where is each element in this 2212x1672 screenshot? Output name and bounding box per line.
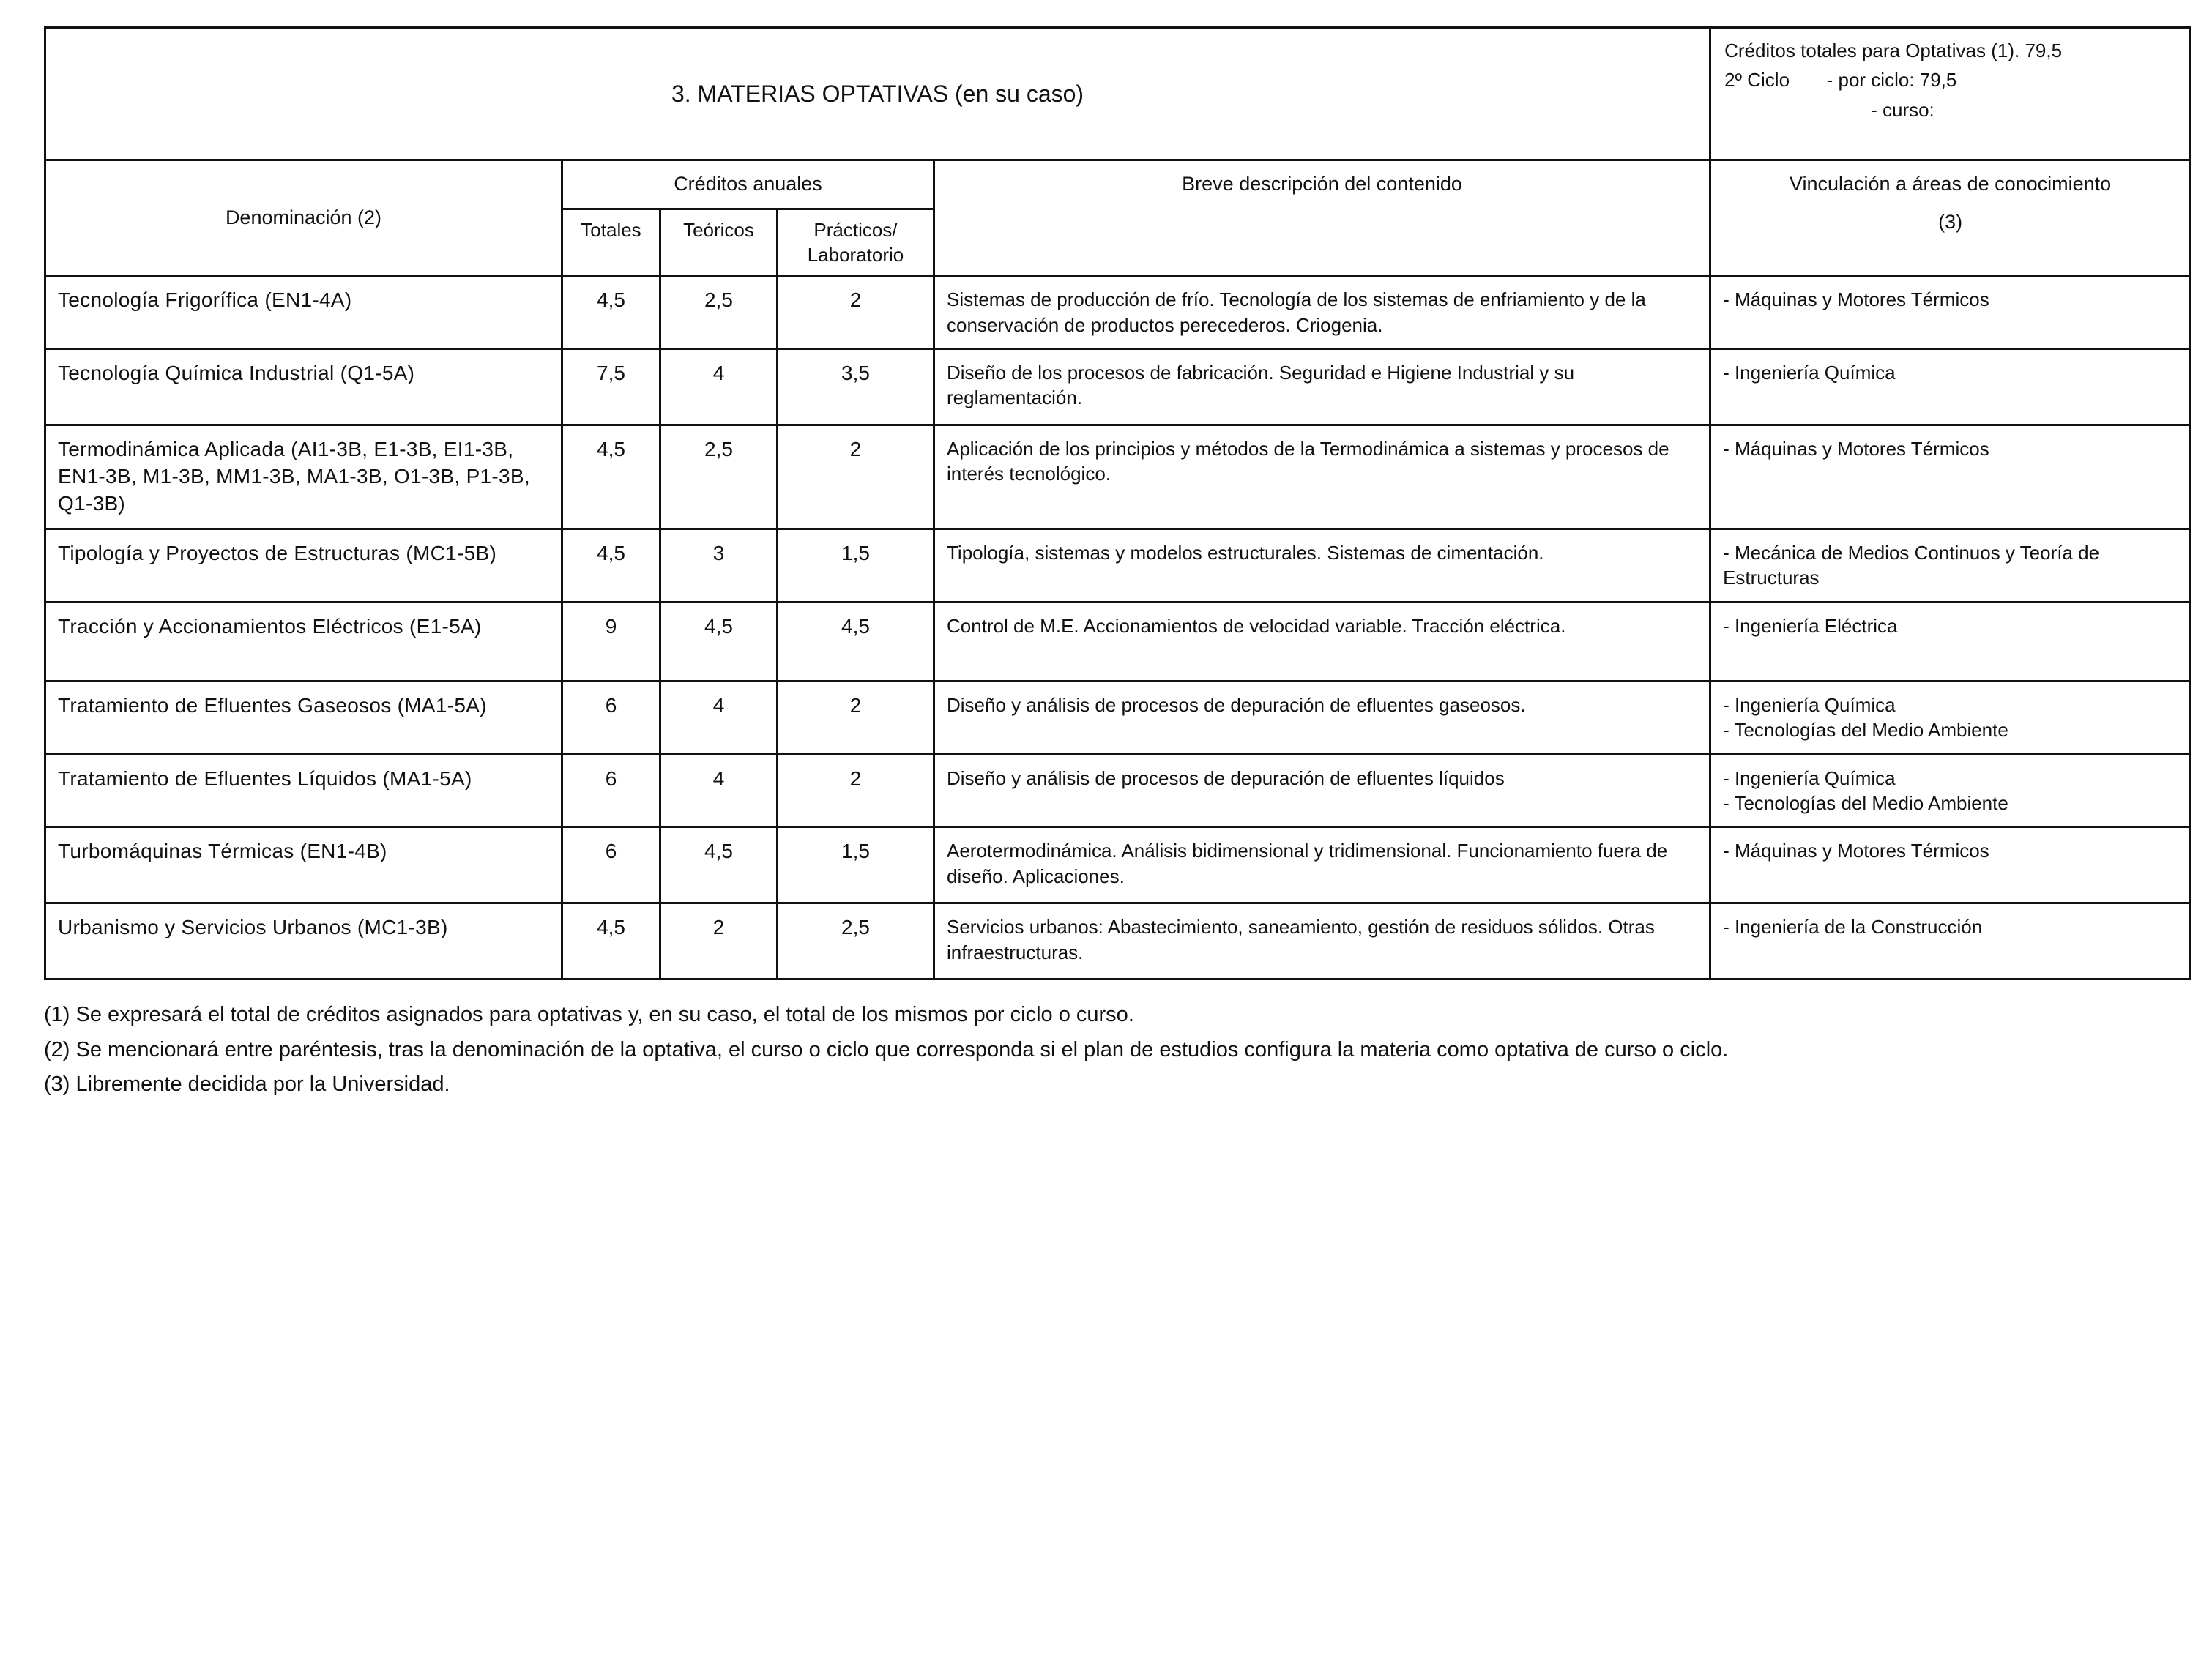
totals-box: [1710, 28, 2191, 160]
header-teoricos: Teóricos: [660, 209, 778, 276]
credits-practice: 2: [778, 425, 934, 529]
credits-theory: 3: [660, 529, 778, 602]
credits-theory: 4: [660, 681, 778, 754]
table-row: [45, 602, 2191, 681]
table-row: [45, 529, 2191, 602]
footnote-1: (1) Se expresará el total de créditos asignados para optativas y, en su caso, el total de los mismos por ciclo o curso.: [44, 1003, 1134, 1027]
subject-description: Aerotermodinámica. Análisis bidimensional y tridimensional. Funcionamiento fuera de diseño. Aplicaciones.: [934, 827, 1710, 903]
subject-name: Tecnología Química Industrial (Q1-5A): [45, 348, 562, 425]
credits-practice: 2,5: [778, 903, 934, 979]
totals-ciclo: 2º Ciclo: [1724, 69, 1790, 92]
credits-theory: 2: [660, 903, 778, 979]
credits-theory: 4,5: [660, 827, 778, 903]
knowledge-area: - Ingeniería de la Construcción: [1710, 903, 2191, 979]
subject-description: Control de M.E. Accionamientos de velocidad variable. Tracción eléctrica.: [934, 602, 1710, 681]
header-descripcion: Breve descripción del contenido: [934, 160, 1710, 276]
credits-practice: 4,5: [778, 602, 934, 681]
header-creditos-anuales: Créditos anuales: [562, 160, 934, 209]
credits-total: 6: [562, 681, 660, 754]
subject-description: Sistemas de producción de frío. Tecnología de los sistemas de enfriamiento y de la conservación de productos perecederos. Criogenia.: [934, 276, 1710, 349]
credits-theory: 4: [660, 348, 778, 425]
section-title: 3. MATERIAS OPTATIVAS (en su caso): [45, 28, 1710, 160]
credits-theory: 4: [660, 754, 778, 827]
table-row: [45, 754, 2191, 827]
table-row: [45, 276, 2191, 349]
credits-practice: 2: [778, 681, 934, 754]
subject-description: Diseño de los procesos de fabricación. Seguridad e Higiene Industrial y su reglamentación.: [934, 348, 1710, 425]
knowledge-area: - Máquinas y Motores Térmicos: [1710, 827, 2191, 903]
credits-practice: 3,5: [778, 348, 934, 425]
knowledge-area: - Ingeniería Química: [1710, 348, 2191, 425]
totals-ciclo-line: [1724, 65, 2176, 94]
credits-total: 7,5: [562, 348, 660, 425]
subject-description: Servicios urbanos: Abastecimiento, saneamiento, gestión de residuos sólidos. Otras infraestructuras.: [934, 903, 1710, 979]
header-denominacion: Denominación (2): [45, 160, 562, 276]
knowledge-area: - Ingeniería Eléctrica: [1710, 602, 2191, 681]
subject-name: Tecnología Frigorífica (EN1-4A): [45, 276, 562, 349]
knowledge-area: - Mecánica de Medios Continuos y Teoría de Estructuras: [1710, 529, 2191, 602]
knowledge-area: - Máquinas y Motores Térmicos: [1710, 276, 2191, 349]
credits-practice: 1,5: [778, 529, 934, 602]
credits-total: 4,5: [562, 276, 660, 349]
table-row: [45, 348, 2191, 425]
credits-total: 6: [562, 754, 660, 827]
subject-name: Tratamiento de Efluentes Gaseosos (MA1-5A): [45, 681, 562, 754]
subject-name: Turbomáquinas Térmicas (EN1-4B): [45, 827, 562, 903]
header-vinculacion-ref: (3): [1938, 210, 1963, 233]
header-practicos: Prácticos/ Laboratorio: [778, 209, 934, 276]
subject-name: Termodinámica Aplicada (AI1-3B, E1-3B, EI1-3B, EN1-3B, M1-3B, MM1-3B, MA1-3B, O1-3B, P1-3B, Q1-3B): [45, 425, 562, 529]
totals-por-ciclo: - por ciclo: 79,5: [1826, 69, 1957, 92]
credits-total: 4,5: [562, 903, 660, 979]
footnote-3: (3) Libremente decidida por la Universidad.: [44, 1072, 450, 1097]
table-row: [45, 903, 2191, 979]
footnotes: [44, 999, 2189, 1101]
credits-practice: 2: [778, 754, 934, 827]
optativas-table: [44, 26, 2191, 980]
document-sheet: [44, 26, 2189, 1104]
subject-description: Tipología, sistemas y modelos estructurales. Sistemas de cimentación.: [934, 529, 1710, 602]
credits-practice: 1,5: [778, 827, 934, 903]
totals-curso: - curso:: [1871, 98, 1934, 121]
subject-name: Urbanismo y Servicios Urbanos (MC1-3B): [45, 903, 562, 979]
credits-total: 4,5: [562, 425, 660, 529]
table-row: [45, 425, 2191, 529]
subject-name: Tratamiento de Efluentes Líquidos (MA1-5A): [45, 754, 562, 827]
totals-line: Créditos totales para Optativas (1). 79,5: [1724, 40, 2063, 61]
table-row: [45, 681, 2191, 754]
knowledge-area: - Máquinas y Motores Térmicos: [1710, 425, 2191, 529]
subject-name: Tracción y Accionamientos Eléctricos (E1-5A): [45, 602, 562, 681]
subject-description: Diseño y análisis de procesos de depuración de efluentes líquidos: [934, 754, 1710, 827]
credits-theory: 4,5: [660, 602, 778, 681]
credits-total: 9: [562, 602, 660, 681]
header-vinculacion-label: Vinculación a áreas de conocimiento: [1789, 173, 2112, 195]
table-row: [45, 827, 2191, 903]
credits-theory: 2,5: [660, 276, 778, 349]
subject-description: Aplicación de los principios y métodos de la Termodinámica a sistemas y procesos de interés tecnológico.: [934, 425, 1710, 529]
header-vinculacion: [1710, 160, 2191, 276]
header-totales: Totales: [562, 209, 660, 276]
credits-practice: 2: [778, 276, 934, 349]
footnote-2: (2) Se mencionará entre paréntesis, tras la denominación de la optativa, el curso o ciclo que corresponda si el plan de estudios configura la materia como optativa de curso o ciclo.: [44, 1037, 1729, 1061]
knowledge-area: - Ingeniería Química - Tecnologías del Medio Ambiente: [1710, 681, 2191, 754]
credits-total: 4,5: [562, 529, 660, 602]
subject-name: Tipología y Proyectos de Estructuras (MC1-5B): [45, 529, 562, 602]
credits-theory: 2,5: [660, 425, 778, 529]
header-row-1: [45, 160, 2191, 209]
credits-total: 6: [562, 827, 660, 903]
title-row: [45, 28, 2191, 160]
knowledge-area: - Ingeniería Química - Tecnologías del Medio Ambiente: [1710, 754, 2191, 827]
subject-description: Diseño y análisis de procesos de depuración de efluentes gaseosos.: [934, 681, 1710, 754]
